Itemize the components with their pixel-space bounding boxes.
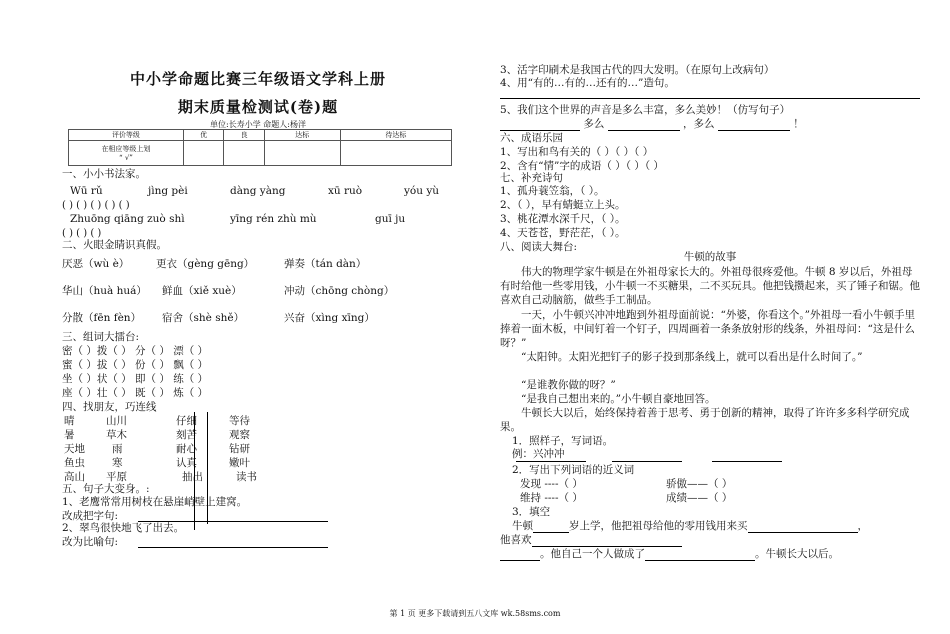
s6-question-2[interactable]: 2、含有“情”字的成语（ ）（ ）（ ） [500, 160, 664, 172]
rq3-text-e: 。他自己一个人做成了 [540, 548, 645, 560]
match-item[interactable]: 寒 [112, 457, 123, 469]
section-5-title: 五、句子大变身。: [62, 483, 150, 495]
s5-question-2: 2、翠鸟很快地飞了出去。 [62, 522, 185, 534]
match-item[interactable]: 高山 [64, 471, 85, 483]
s7-poem-line[interactable]: 4、天苍苍，野茫茫，（ ）。 [500, 227, 626, 239]
q5-fill-c: ！ [793, 118, 804, 130]
s7-poem-line[interactable]: 1、孤舟蓑笠翁，（ ）。 [500, 185, 605, 197]
grade-row-label [69, 141, 184, 166]
grade-cell-excellent[interactable] [183, 141, 223, 166]
rq1-blank-3[interactable] [712, 460, 782, 462]
rq3-text-a: 牛顿 [512, 520, 533, 532]
pronunciation-item[interactable]: 华山（huà huá） [62, 285, 147, 297]
s5-answer-2-label: 改为比喻句: [62, 536, 119, 548]
grade-header-good: 良 [224, 130, 264, 141]
s1-answer-row-2[interactable]: ( ) ( ) ( ) [62, 228, 102, 239]
s3-row[interactable]: 蜜（ ）拔（ ） 份（ ） 飘（ ） [62, 359, 209, 371]
match-item[interactable]: 平原 [106, 471, 127, 483]
match-item[interactable]: 观察 [229, 429, 250, 441]
section-1-title: 一、小小书法家。 [62, 168, 146, 180]
rq3-text-d: 他喜欢 [500, 534, 532, 546]
match-item[interactable]: 刻苦 [176, 429, 197, 441]
reading-question-1-example: 例：兴冲冲 [512, 448, 565, 460]
q4: 4、用“有的…有的…还有的…”造句。 [500, 77, 675, 89]
reading-question-2: 2．写出下列词语的近义词 [512, 464, 635, 476]
grade-cell-pass[interactable] [264, 141, 340, 166]
rq3-blank-5[interactable] [645, 548, 755, 561]
section-4-title: 四、找朋友，巧连线 [62, 401, 157, 413]
rq1-blank-2[interactable] [612, 460, 682, 462]
match-item[interactable]: 耐心 [176, 443, 197, 455]
q5-blank-3[interactable] [718, 118, 790, 131]
pinyin-item: guī ju [375, 213, 406, 225]
grade-row-label-1: 在相应等级上划 [101, 145, 151, 153]
pinyin-item: jìng pèi [148, 185, 188, 197]
unit-info: 单位:长寿小学 命题人:杨洋 [210, 120, 306, 129]
grade-row-label-2: “ √” [119, 154, 133, 162]
pinyin-item: Zhuōng qiāng zuò shì [70, 213, 185, 225]
match-item[interactable]: 鱼虫 [64, 457, 85, 469]
s3-row[interactable]: 密（ ）拨（ ） 分（ ） 漂（ ） [62, 345, 209, 357]
rq1-blank-1[interactable] [516, 460, 586, 462]
title-line-1: 中小学命题比赛三年级语文学科上册 [129, 70, 386, 88]
rq3-text-b: 岁上学，他把祖母给他的零用钱用来买 [569, 520, 748, 532]
pinyin-item: xū ruò [328, 185, 363, 197]
pronunciation-item[interactable]: 兴奋（xìng xīng） [284, 312, 375, 324]
section-6-title: 六、成语乐园 [500, 132, 563, 144]
s3-row[interactable]: 坐（ ）状（ ） 即（ ） 练（ ） [62, 373, 209, 385]
pronunciation-item[interactable]: 更衣（gèng gēng） [156, 258, 255, 270]
match-item[interactable]: 山川 [106, 415, 127, 427]
pronunciation-item[interactable]: 厌恶（wù è） [62, 258, 130, 270]
match-item[interactable]: 雨 [112, 443, 123, 455]
rq2-synonym-c[interactable]: 维持 ----（ ） [520, 492, 583, 504]
match-item[interactable]: 嫩叶 [229, 457, 250, 469]
match-item[interactable]: 天地 [64, 443, 85, 455]
grade-header-pass: 达标 [264, 130, 340, 141]
q5: 5、我们这个世界的声音是多么丰富，多么美妙！（仿写句子） [500, 104, 791, 116]
pronunciation-item[interactable]: 弹奏（tán dàn） [284, 258, 367, 270]
rq3-fill-row-1 [512, 520, 920, 533]
rq2-synonym-b[interactable]: 骄傲——（ ） [666, 478, 733, 490]
rq3-text-f: 。牛顿长大以后。 [755, 548, 839, 560]
rq3-blank-4[interactable] [500, 548, 540, 561]
rq3-text-c: ， [857, 520, 868, 532]
reading-question-3: 3．填空 [512, 506, 551, 518]
pronunciation-item[interactable]: 分散（fēn fèn） [62, 312, 142, 324]
story-title: 牛顿的故事 [683, 251, 737, 263]
grade-header-level: 评价等级 [69, 130, 184, 141]
match-item[interactable]: 读书 [236, 471, 257, 483]
match-connector-line [194, 412, 195, 530]
story-paragraph-3: “太阳钟。太阳光把钉子的影子投到那条线上，就可以看出是什么时间了。” [521, 351, 863, 363]
rq3-fill-row-2 [500, 534, 920, 547]
match-item[interactable]: 暑 [64, 429, 75, 441]
s7-poem-line[interactable]: 2、（ ），早有蜻蜓立上头。 [500, 199, 626, 211]
q4-answer-line[interactable] [500, 97, 920, 99]
match-item[interactable]: 抽出 [182, 471, 203, 483]
grade-cell-fail[interactable] [340, 141, 451, 166]
story-paragraph-2: 一天，小牛顿兴冲冲地跑到外祖母面前说：“外婆，你看这个。”外祖母一看小牛顿手里捧着一面木板，中间钉着一个钉子，四周画着一条条放射形的线条，外祖母问：“这是什么呀？” [500, 309, 915, 349]
pronunciation-item[interactable]: 宿舍（shè shě） [162, 312, 245, 324]
story-paragraph-4: “是谁教你做的呀？” [521, 379, 616, 391]
pronunciation-item[interactable]: 冲动（chōng chòng） [284, 285, 395, 297]
story-paragraph-5: “是我自己想出来的。”小牛顿自豪地回答。 [521, 393, 716, 405]
section-8-title: 八、阅读大舞台: [500, 241, 578, 253]
rq3-blank-2[interactable] [748, 520, 858, 533]
q5-fill-row [500, 118, 920, 131]
grade-header-fail: 待达标 [340, 130, 451, 141]
q5-fill-a: 多么 [583, 118, 605, 130]
match-item[interactable]: 等待 [229, 415, 250, 427]
match-item[interactable]: 草木 [106, 429, 127, 441]
s5-answer-2-input[interactable] [138, 546, 328, 548]
q5-blank-1[interactable] [500, 118, 580, 131]
story-paragraph-6: 牛顿长大以后，始终保持着善于思考、勇于创新的精神，取得了许许多多科学研究成果。 [500, 407, 910, 433]
s5-answer-1-label: 改成把字句: [62, 510, 119, 522]
pinyin-item: yóu yù [404, 185, 440, 197]
page-footer: 第 1 页 更多下载请到五八文库 wk.58sms.com [389, 609, 561, 618]
rq3-blank-1[interactable] [533, 520, 569, 533]
pinyin-item: dàng yàng [230, 185, 286, 197]
q5-blank-2[interactable] [608, 118, 680, 131]
story-paragraph-1: 伟大的物理学家牛顿是在外祖母家长大的。外祖母很疼爱他。牛顿 8 岁以后，外祖母有时给他一些零用钱，小牛顿一不买糖果，二不买玩具。他把钱攒起来，买了锤子和锯。他喜欢自己动脑筋，做些手工制品。 [500, 266, 920, 306]
s3-row[interactable]: 座（ ）壮（ ） 既（ ） 炼（ ） [62, 387, 209, 399]
match-item[interactable]: 认真 [176, 457, 197, 469]
pronunciation-item[interactable]: 鲜血（xiě xuè） [162, 285, 242, 297]
rq2-synonym-d[interactable]: 成绩——（ ） [666, 492, 733, 504]
pinyin-item: Wū rǔ [70, 185, 103, 197]
match-item[interactable]: 晴 [64, 415, 75, 427]
section-7-title: 七、补充诗句 [500, 172, 563, 184]
rq3-fill-row-3 [500, 548, 920, 561]
s7-poem-line[interactable]: 3、桃花潭水深千尺，（ ）。 [500, 213, 626, 225]
reading-question-1: 1．照样子，写词语。 [512, 435, 614, 447]
title-line-2: 期末质量检测试(卷)题 [177, 98, 339, 116]
rq2-synonym-a[interactable]: 发现 ----（ ） [520, 478, 583, 490]
q5-fill-b: ，多么 [683, 118, 715, 130]
q3: 3、活字印刷术是我国古代的四大发明。（在原句上改病句） [500, 64, 775, 76]
grade-cell-good[interactable] [224, 141, 264, 166]
section-3-title: 三、组词大擂台: [62, 331, 140, 343]
rq3-blank-3[interactable] [532, 534, 682, 547]
grade-table [68, 129, 452, 166]
s5-question-1: 1、老鹰常常用树枝在悬崖峭壁上建窝。 [62, 496, 248, 508]
match-item[interactable]: 仔细 [176, 415, 197, 427]
s6-question-1[interactable]: 1、写出和鸟有关的（ ）（ ）（ ） [500, 146, 654, 158]
pinyin-item: yīng rén zhù mù [230, 213, 317, 225]
grade-header-excellent: 优 [183, 130, 223, 141]
s1-answer-row-1[interactable]: ( ) ( ) ( ) ( ) ( ) [62, 200, 130, 211]
section-2-title: 二、火眼金睛识真假。 [62, 239, 167, 251]
match-item[interactable]: 钻研 [229, 443, 250, 455]
